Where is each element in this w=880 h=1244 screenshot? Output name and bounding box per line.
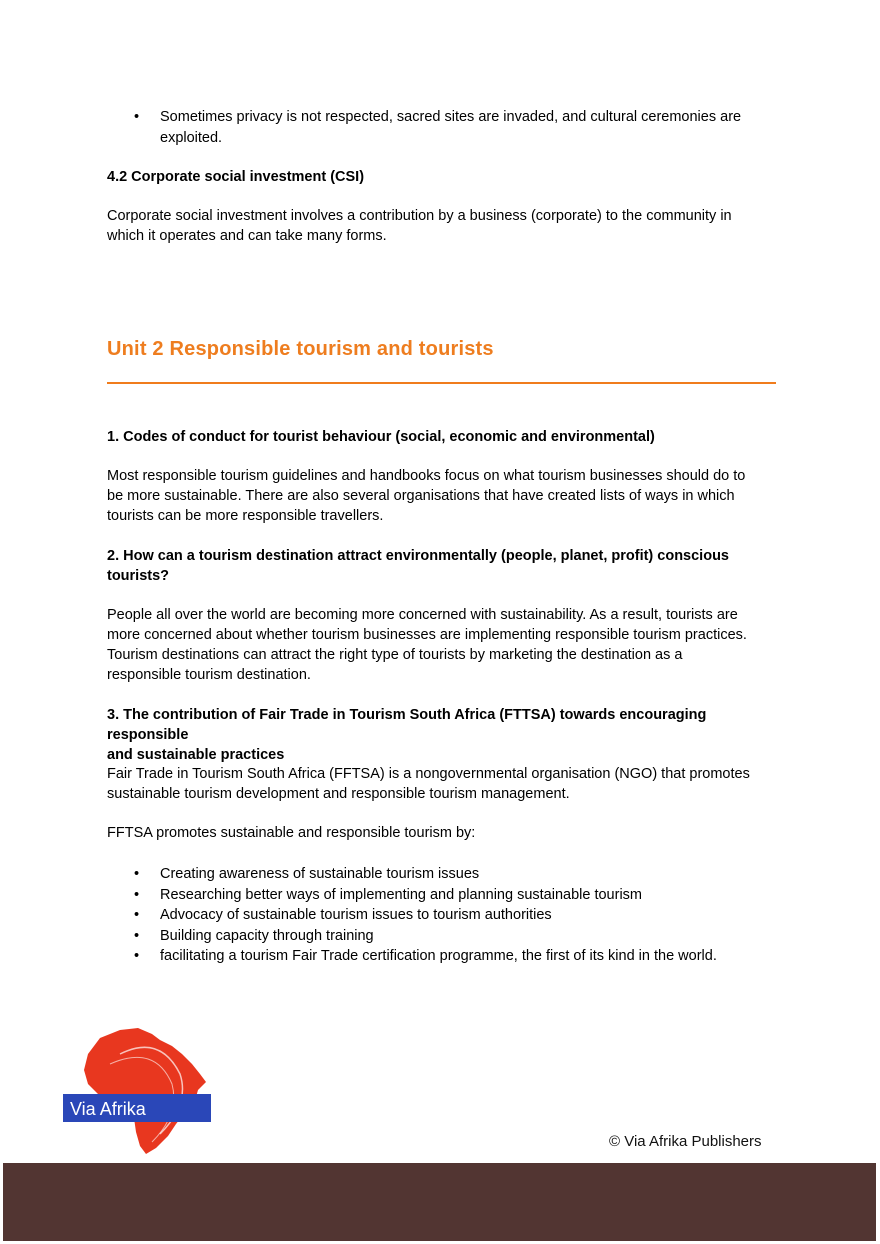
bullet-icon: • — [134, 887, 140, 903]
bullet-icon: • — [134, 907, 140, 923]
section-heading-1: 1. Codes of conduct for tourist behaviour (social, economic and environmental) — [107, 429, 655, 445]
bullet-text-line: Sometimes privacy is not respected, sacred sites are invaded, and cultural ceremonies are — [160, 109, 742, 125]
section-3-intro: FFTSA promotes sustainable and responsible tourism by: — [107, 825, 476, 841]
bullet-icon: • — [134, 109, 140, 125]
section-2-paragraph: People all over the world are becoming more concerned with sustainability. As a result, tourists are more concerned about whether tourism businesses are implementing responsible tourism practices. Tourism destinations can attract the right type of tourists by marketing the destination as a responsible tourism destination. — [107, 607, 747, 683]
unit-title: Unit 2 Responsible tourism and tourists — [107, 338, 494, 360]
footer-bar — [3, 1163, 876, 1241]
section-heading-4-2: 4.2 Corporate social investment (CSI) — [107, 169, 365, 185]
section-3-paragraph: Fair Trade in Tourism South Africa (FFTSA) is a nongovernmental organisation (NGO) that promotes sustainable tourism development and responsible tourism management. — [107, 766, 750, 802]
list-item: • Building capacity through training — [107, 926, 787, 946]
unit-divider — [107, 382, 776, 384]
list-item: • Creating awareness of sustainable tourism issues — [107, 864, 787, 884]
bullet-icon: • — [134, 928, 140, 944]
list-item: • Researching better ways of implementing and planning sustainable tourism — [107, 885, 787, 905]
bullet-icon: • — [134, 866, 140, 882]
section-heading-2: 2. How can a tourism destination attract environmentally (people, planet, profit) conscious tourists? — [107, 548, 729, 584]
bullet-icon: • — [134, 948, 140, 964]
bullet-text-line: exploited. — [160, 129, 223, 146]
list-item: • facilitating a tourism Fair Trade certification programme, the first of its kind in the world. — [107, 946, 787, 966]
section-1-paragraph: Most responsible tourism guidelines and handbooks focus on what tourism businesses should do to be more sustainable. There are also several organisations that have created lists of ways in which tourists can be more responsible travellers. — [107, 468, 746, 524]
section-heading-3: 3. The contribution of Fair Trade in Tourism South Africa (FTTSA) towards encouraging responsible and sustainable practices — [107, 707, 707, 763]
africa-map-icon — [60, 1024, 212, 1156]
list-item — [107, 107, 787, 149]
section-4-2-paragraph: Corporate social investment involves a contribution by a business (corporate) to the community in which it operates and can take many forms. — [107, 208, 732, 244]
logo-text: Via Afrika — [70, 1099, 146, 1119]
via-afrika-logo — [60, 1024, 212, 1156]
list-item: • Advocacy of sustainable tourism issues to tourism authorities — [107, 905, 787, 925]
copyright-text: © Via Afrika Publishers — [609, 1133, 762, 1150]
